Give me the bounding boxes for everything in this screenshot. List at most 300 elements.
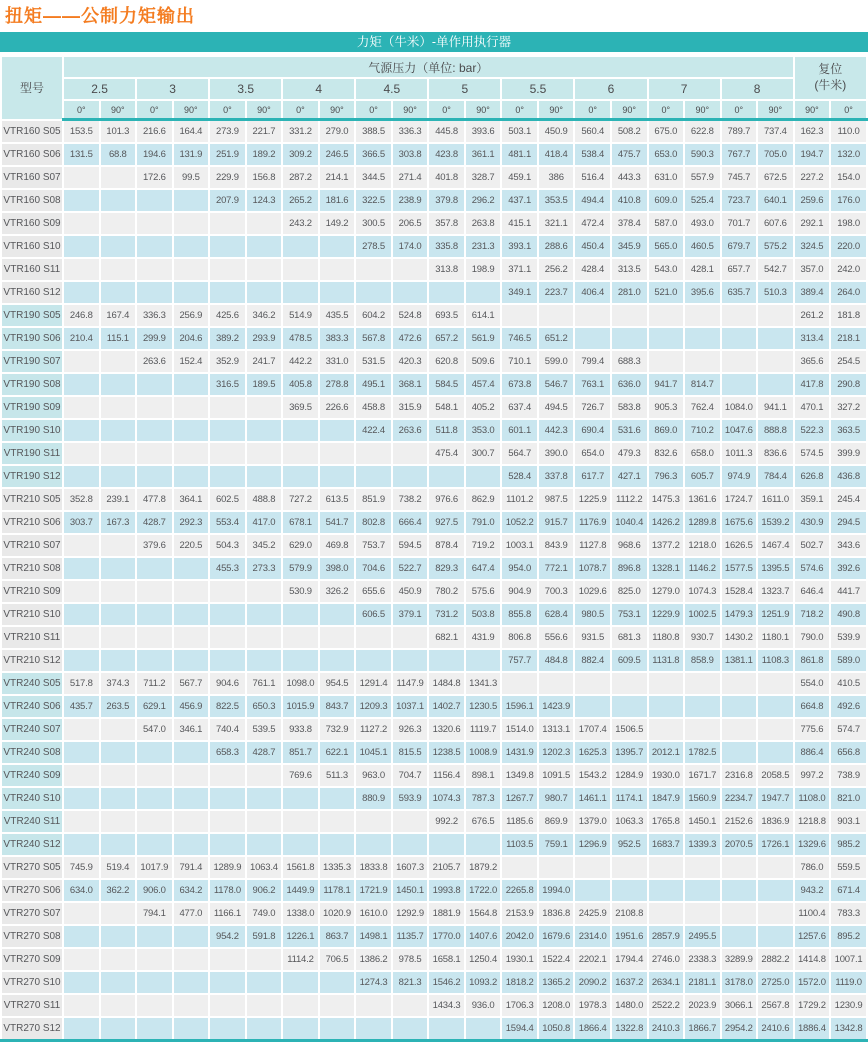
value-cell xyxy=(63,534,100,557)
value-cell xyxy=(209,442,246,465)
value-cell: 152.4 xyxy=(173,350,210,373)
value-cell: 221.7 xyxy=(246,120,283,144)
value-cell xyxy=(209,764,246,787)
value-cell: 1209.3 xyxy=(355,695,392,718)
value-cell: 821.0 xyxy=(830,787,867,810)
value-cell: 428.1 xyxy=(684,258,721,281)
value-cell: 806.8 xyxy=(501,626,538,649)
value-cell: 745.7 xyxy=(721,166,758,189)
value-cell: 1091.5 xyxy=(538,764,575,787)
value-cell: 389.2 xyxy=(209,327,246,350)
value-cell: 149.2 xyxy=(319,212,356,235)
value-cell: 1007.1 xyxy=(830,948,867,971)
value-cell xyxy=(757,373,794,396)
value-cell: 124.3 xyxy=(246,189,283,212)
value-cell: 101.3 xyxy=(100,120,137,144)
value-cell: 345.9 xyxy=(611,235,648,258)
angle-header: 90° xyxy=(392,100,429,120)
value-cell xyxy=(100,166,137,189)
value-cell: 292.3 xyxy=(173,511,210,534)
value-cell xyxy=(63,925,100,948)
model-cell: VTR190 S08 xyxy=(1,373,63,396)
value-cell: 787.3 xyxy=(465,787,502,810)
table-row xyxy=(1,626,867,649)
value-cell xyxy=(757,304,794,327)
value-cell: 256.9 xyxy=(173,304,210,327)
value-cell: 1450.1 xyxy=(392,879,429,902)
value-cell: 368.1 xyxy=(392,373,429,396)
value-cell: 530.9 xyxy=(282,580,319,603)
value-cell xyxy=(173,580,210,603)
value-cell: 556.6 xyxy=(538,626,575,649)
value-cell: 1729.2 xyxy=(794,994,831,1017)
value-cell: 3066.1 xyxy=(721,994,758,1017)
value-cell xyxy=(100,373,137,396)
value-cell: 2090.2 xyxy=(574,971,611,994)
value-cell: 1379.0 xyxy=(574,810,611,833)
value-cell: 1637.2 xyxy=(611,971,648,994)
value-cell: 1879.2 xyxy=(465,856,502,879)
value-cell xyxy=(100,603,137,626)
value-cell: 682.1 xyxy=(428,626,465,649)
pressure-header: 6 xyxy=(574,78,647,100)
value-cell: 941.1 xyxy=(757,396,794,419)
value-cell xyxy=(355,810,392,833)
value-cell: 343.6 xyxy=(830,534,867,557)
value-cell: 1726.1 xyxy=(757,833,794,856)
value-cell xyxy=(355,649,392,672)
value-cell xyxy=(209,396,246,419)
value-cell: 651.2 xyxy=(538,327,575,350)
value-cell: 327.2 xyxy=(830,396,867,419)
angle-labels-row xyxy=(1,100,867,120)
value-cell xyxy=(136,281,173,304)
model-cell: VTR210 S12 xyxy=(1,649,63,672)
value-cell xyxy=(392,281,429,304)
value-cell: 575.6 xyxy=(465,580,502,603)
value-cell: 1431.9 xyxy=(501,741,538,764)
value-cell: 851.9 xyxy=(355,488,392,511)
model-cell: VTR210 S11 xyxy=(1,626,63,649)
value-cell: 992.2 xyxy=(428,810,465,833)
value-cell xyxy=(428,833,465,856)
value-cell xyxy=(757,672,794,695)
value-cell: 198.9 xyxy=(465,258,502,281)
value-cell xyxy=(63,833,100,856)
value-cell xyxy=(721,856,758,879)
value-cell: 1522.4 xyxy=(538,948,575,971)
value-cell: 622.8 xyxy=(684,120,721,144)
value-cell: 379.1 xyxy=(392,603,429,626)
value-cell: 1450.1 xyxy=(684,810,721,833)
value-cell: 214.1 xyxy=(319,166,356,189)
value-cell: 1047.6 xyxy=(721,419,758,442)
table-row xyxy=(1,810,867,833)
value-cell: 753.7 xyxy=(355,534,392,557)
reset-angle-header: 90° xyxy=(794,100,831,120)
model-cell: VTR190 S11 xyxy=(1,442,63,465)
value-cell: 363.5 xyxy=(830,419,867,442)
value-cell: 701.7 xyxy=(721,212,758,235)
value-cell: 629.0 xyxy=(282,534,319,557)
value-cell: 931.5 xyxy=(574,626,611,649)
angle-header: 0° xyxy=(648,100,685,120)
value-cell: 428.4 xyxy=(574,258,611,281)
value-cell: 379.6 xyxy=(136,534,173,557)
value-cell: 723.7 xyxy=(721,189,758,212)
value-cell xyxy=(282,649,319,672)
value-cell: 825.0 xyxy=(611,580,648,603)
value-cell xyxy=(63,902,100,925)
value-cell xyxy=(721,879,758,902)
value-cell xyxy=(319,258,356,281)
table-row xyxy=(1,557,867,580)
value-cell: 353.0 xyxy=(465,419,502,442)
value-cell xyxy=(319,1017,356,1041)
value-cell: 1434.3 xyxy=(428,994,465,1017)
value-cell: 658.3 xyxy=(209,741,246,764)
value-cell: 780.2 xyxy=(428,580,465,603)
value-cell: 2042.0 xyxy=(501,925,538,948)
value-cell: 814.7 xyxy=(684,373,721,396)
value-cell: 855.8 xyxy=(501,603,538,626)
value-cell: 815.5 xyxy=(392,741,429,764)
pressure-header: 8 xyxy=(721,78,794,100)
value-cell: 906.0 xyxy=(136,879,173,902)
table-row xyxy=(1,833,867,856)
value-cell: 1671.7 xyxy=(684,764,721,787)
reset-angle-header: 0° xyxy=(830,100,867,120)
value-cell xyxy=(757,350,794,373)
value-cell: 431.9 xyxy=(465,626,502,649)
value-cell: 1395.7 xyxy=(611,741,648,764)
value-cell: 1185.6 xyxy=(501,810,538,833)
value-cell: 1296.9 xyxy=(574,833,611,856)
value-cell xyxy=(648,695,685,718)
value-cell: 1866.7 xyxy=(684,1017,721,1041)
value-cell: 631.0 xyxy=(648,166,685,189)
value-cell xyxy=(63,557,100,580)
value-cell: 335.8 xyxy=(428,235,465,258)
value-cell xyxy=(246,580,283,603)
value-cell: 1577.5 xyxy=(721,557,758,580)
value-cell: 614.1 xyxy=(465,304,502,327)
value-cell xyxy=(63,580,100,603)
value-cell xyxy=(173,764,210,787)
value-cell: 1131.8 xyxy=(648,649,685,672)
value-cell: 531.5 xyxy=(355,350,392,373)
value-cell: 1101.2 xyxy=(501,488,538,511)
table-row xyxy=(1,994,867,1017)
value-cell xyxy=(428,465,465,488)
value-cell: 344.5 xyxy=(355,166,392,189)
value-cell: 469.8 xyxy=(319,534,356,557)
value-cell: 3178.0 xyxy=(721,971,758,994)
value-cell: 352.8 xyxy=(63,488,100,511)
value-cell: 664.8 xyxy=(794,695,831,718)
model-cell: VTR160 S07 xyxy=(1,166,63,189)
value-cell: 1402.7 xyxy=(428,695,465,718)
value-cell xyxy=(246,396,283,419)
value-cell xyxy=(465,281,502,304)
page-title: 扭矩——公制力矩输出 xyxy=(5,6,195,26)
value-cell: 1930.1 xyxy=(501,948,538,971)
value-cell xyxy=(100,718,137,741)
value-cell xyxy=(721,304,758,327)
value-cell: 637.4 xyxy=(501,396,538,419)
value-cell xyxy=(611,856,648,879)
value-cell xyxy=(136,925,173,948)
value-cell xyxy=(246,994,283,1017)
value-cell xyxy=(648,856,685,879)
value-cell: 1338.0 xyxy=(282,902,319,925)
reset-column-header xyxy=(794,56,867,100)
value-cell xyxy=(319,994,356,1017)
value-cell: 2316.8 xyxy=(721,764,758,787)
value-cell: 1078.7 xyxy=(574,557,611,580)
value-cell xyxy=(100,442,137,465)
value-cell xyxy=(136,419,173,442)
value-cell: 1274.3 xyxy=(355,971,392,994)
value-cell xyxy=(100,925,137,948)
table-row xyxy=(1,235,867,258)
value-cell: 843.9 xyxy=(538,534,575,557)
value-cell xyxy=(136,626,173,649)
value-cell xyxy=(100,994,137,1017)
value-cell xyxy=(173,649,210,672)
value-cell: 1084.0 xyxy=(721,396,758,419)
value-cell: 640.1 xyxy=(757,189,794,212)
value-cell xyxy=(684,695,721,718)
value-cell xyxy=(282,235,319,258)
angle-header: 0° xyxy=(501,100,538,120)
value-cell: 732.9 xyxy=(319,718,356,741)
value-cell: 1994.0 xyxy=(538,879,575,902)
value-cell: 791.0 xyxy=(465,511,502,534)
value-cell: 1202.3 xyxy=(538,741,575,764)
value-cell xyxy=(648,304,685,327)
value-cell xyxy=(63,1017,100,1041)
value-cell: 1230.5 xyxy=(465,695,502,718)
value-cell xyxy=(100,281,137,304)
value-cell: 985.2 xyxy=(830,833,867,856)
value-cell: 968.6 xyxy=(611,534,648,557)
value-cell: 288.6 xyxy=(538,235,575,258)
value-cell: 1279.0 xyxy=(648,580,685,603)
value-cell: 450.9 xyxy=(538,120,575,144)
table-row xyxy=(1,419,867,442)
pressure-group-header: 气源压力（单位: bar） xyxy=(63,56,794,78)
value-cell xyxy=(173,1017,210,1041)
value-cell: 759.1 xyxy=(538,833,575,856)
header-group-row xyxy=(1,56,867,78)
value-cell xyxy=(209,1017,246,1041)
value-cell xyxy=(136,557,173,580)
value-cell xyxy=(611,327,648,350)
value-cell: 1328.1 xyxy=(648,557,685,580)
value-cell: 481.1 xyxy=(501,143,538,166)
value-cell: 287.2 xyxy=(282,166,319,189)
value-cell: 1721.9 xyxy=(355,879,392,902)
value-cell xyxy=(282,787,319,810)
value-cell: 369.5 xyxy=(282,396,319,419)
value-cell: 719.2 xyxy=(465,534,502,557)
value-cell: 1361.6 xyxy=(684,488,721,511)
value-cell: 863.7 xyxy=(319,925,356,948)
value-cell: 561.9 xyxy=(465,327,502,350)
value-cell: 259.6 xyxy=(794,189,831,212)
value-cell xyxy=(173,925,210,948)
value-cell: 493.0 xyxy=(684,212,721,235)
value-cell xyxy=(209,465,246,488)
value-cell: 313.4 xyxy=(794,327,831,350)
value-cell: 629.1 xyxy=(136,695,173,718)
value-cell: 488.8 xyxy=(246,488,283,511)
value-cell: 508.2 xyxy=(611,120,648,144)
reset-title: 复位 xyxy=(818,62,843,77)
value-cell: 693.5 xyxy=(428,304,465,327)
value-cell: 1498.1 xyxy=(355,925,392,948)
value-cell xyxy=(100,350,137,373)
value-cell: 405.2 xyxy=(465,396,502,419)
value-cell: 1052.2 xyxy=(501,511,538,534)
value-cell: 1414.8 xyxy=(794,948,831,971)
value-cell xyxy=(721,327,758,350)
value-cell xyxy=(209,258,246,281)
value-cell xyxy=(355,833,392,856)
value-cell: 172.6 xyxy=(136,166,173,189)
value-cell: 1560.9 xyxy=(684,787,721,810)
value-cell: 1467.4 xyxy=(757,534,794,557)
value-cell: 599.0 xyxy=(538,350,575,373)
value-cell xyxy=(501,856,538,879)
angle-header: 90° xyxy=(757,100,794,120)
value-cell: 878.4 xyxy=(428,534,465,557)
model-cell: VTR240 S05 xyxy=(1,672,63,695)
value-cell: 475.4 xyxy=(428,442,465,465)
value-cell: 303.8 xyxy=(392,143,429,166)
value-cell: 574.5 xyxy=(794,442,831,465)
value-cell: 1103.5 xyxy=(501,833,538,856)
value-cell xyxy=(355,1017,392,1041)
value-cell: 167.4 xyxy=(100,304,137,327)
value-cell: 2882.2 xyxy=(757,948,794,971)
value-cell xyxy=(173,948,210,971)
value-cell: 690.4 xyxy=(574,419,611,442)
value-cell xyxy=(721,373,758,396)
value-cell: 494.4 xyxy=(574,189,611,212)
value-cell: 492.6 xyxy=(830,695,867,718)
value-cell: 346.2 xyxy=(246,304,283,327)
value-cell xyxy=(100,258,137,281)
value-cell xyxy=(392,994,429,1017)
value-cell xyxy=(246,258,283,281)
value-cell: 261.2 xyxy=(794,304,831,327)
value-cell: 328.7 xyxy=(465,166,502,189)
value-cell: 1267.7 xyxy=(501,787,538,810)
value-cell xyxy=(136,189,173,212)
value-cell: 1135.7 xyxy=(392,925,429,948)
value-cell xyxy=(136,465,173,488)
value-cell: 673.8 xyxy=(501,373,538,396)
model-cell: VTR210 S09 xyxy=(1,580,63,603)
value-cell xyxy=(282,281,319,304)
value-cell: 475.7 xyxy=(611,143,648,166)
value-cell: 441.7 xyxy=(830,580,867,603)
value-cell xyxy=(611,304,648,327)
value-cell xyxy=(319,833,356,856)
value-cell: 437.1 xyxy=(501,189,538,212)
value-cell: 943.2 xyxy=(794,879,831,902)
value-cell: 605.7 xyxy=(684,465,721,488)
value-cell: 1683.7 xyxy=(648,833,685,856)
value-cell: 478.5 xyxy=(282,327,319,350)
value-cell: 386 xyxy=(538,166,575,189)
value-cell: 869.0 xyxy=(648,419,685,442)
value-cell xyxy=(246,649,283,672)
table-row xyxy=(1,879,867,902)
value-cell: 1514.0 xyxy=(501,718,538,741)
model-cell: VTR160 S10 xyxy=(1,235,63,258)
value-cell: 1596.1 xyxy=(501,695,538,718)
value-cell xyxy=(611,695,648,718)
value-cell: 553.4 xyxy=(209,511,246,534)
value-cell: 1218.8 xyxy=(794,810,831,833)
value-cell: 727.2 xyxy=(282,488,319,511)
value-cell xyxy=(63,396,100,419)
value-cell: 435.5 xyxy=(319,304,356,327)
value-cell: 704.7 xyxy=(392,764,429,787)
value-cell xyxy=(173,603,210,626)
reset-unit: (牛米) xyxy=(814,78,847,92)
value-cell: 1993.8 xyxy=(428,879,465,902)
value-cell xyxy=(136,833,173,856)
value-cell: 2152.6 xyxy=(721,810,758,833)
value-cell: 223.7 xyxy=(538,281,575,304)
value-cell: 278.8 xyxy=(319,373,356,396)
value-cell xyxy=(282,626,319,649)
value-cell: 1395.5 xyxy=(757,557,794,580)
value-cell: 450.9 xyxy=(392,580,429,603)
value-cell: 131.9 xyxy=(173,143,210,166)
value-cell: 357.8 xyxy=(428,212,465,235)
value-cell: 1037.1 xyxy=(392,695,429,718)
value-cell: 802.8 xyxy=(355,511,392,534)
table-row xyxy=(1,465,867,488)
value-cell: 1040.4 xyxy=(611,511,648,534)
value-cell: 543.0 xyxy=(648,258,685,281)
value-cell: 472.4 xyxy=(574,212,611,235)
value-cell: 218.1 xyxy=(830,327,867,350)
value-cell xyxy=(246,833,283,856)
value-cell: 415.1 xyxy=(501,212,538,235)
table-row xyxy=(1,373,867,396)
value-cell xyxy=(136,764,173,787)
value-cell xyxy=(173,787,210,810)
value-cell: 963.0 xyxy=(355,764,392,787)
value-cell xyxy=(136,258,173,281)
value-cell: 278.5 xyxy=(355,235,392,258)
value-cell: 628.4 xyxy=(538,603,575,626)
value-cell: 547.0 xyxy=(136,718,173,741)
model-cell: VTR190 S09 xyxy=(1,396,63,419)
value-cell: 829.3 xyxy=(428,557,465,580)
value-cell xyxy=(173,994,210,1017)
value-cell xyxy=(100,396,137,419)
value-cell xyxy=(721,350,758,373)
value-cell: 290.8 xyxy=(830,373,867,396)
value-cell: 519.4 xyxy=(100,856,137,879)
